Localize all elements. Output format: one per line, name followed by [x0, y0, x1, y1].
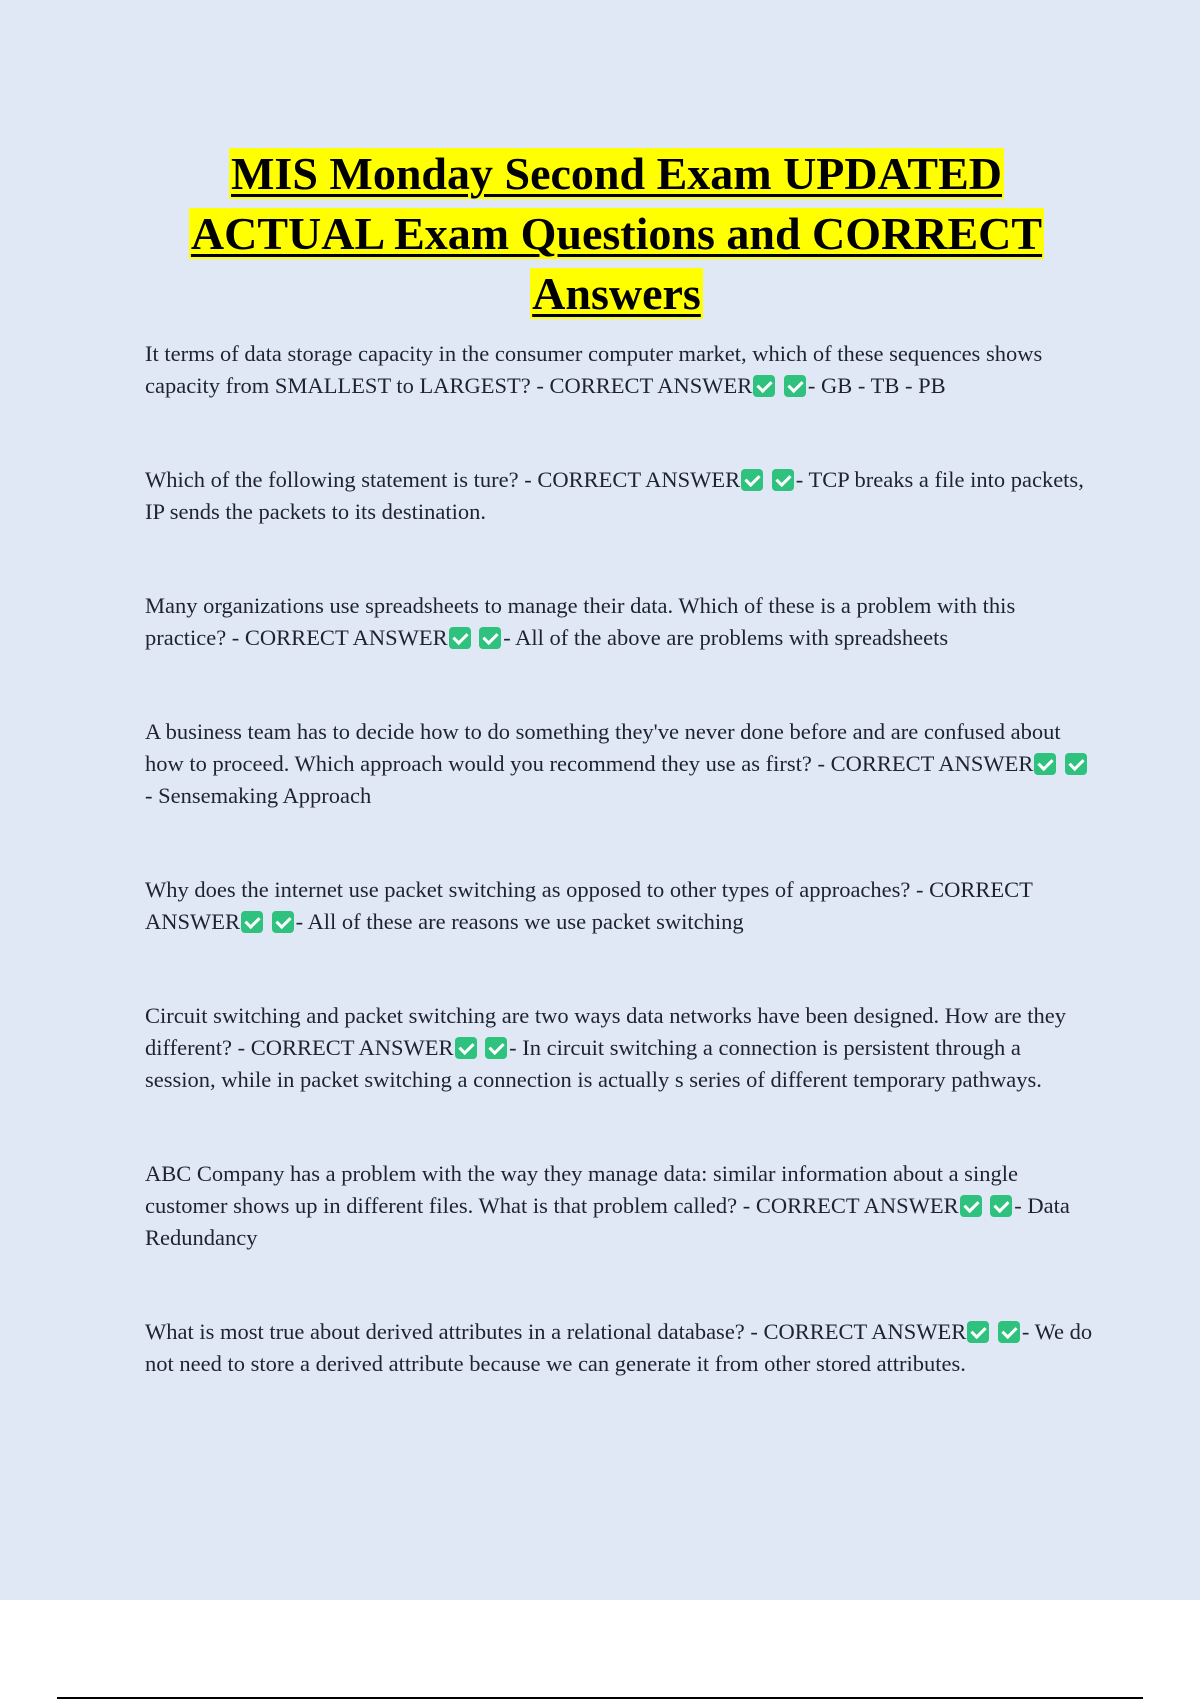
title-line: Answers	[532, 268, 701, 319]
question-text: Circuit switching and packet switching are two ways data networks have been designed. How are they different? - CORRECT ANSWER	[145, 1003, 1066, 1060]
question-item	[145, 464, 1095, 528]
checkmark-icon	[479, 627, 501, 649]
checkmark-icon	[449, 627, 471, 649]
question-list	[145, 338, 1095, 1442]
question-item	[145, 1000, 1095, 1096]
title-line: ACTUAL Exam Questions and CORRECT	[190, 208, 1043, 259]
question-text: Many organizations use spreadsheets to manage their data. Which of these is a problem with this practice? - CORRECT ANSWER	[145, 593, 1016, 650]
question-text: Why does the internet use packet switching as opposed to other types of approaches? - CORRECT ANSWER	[145, 877, 1033, 934]
question-text: ABC Company has a problem with the way they manage data: similar information about a single customer shows up in different files. What is that problem called? - CORRECT ANSWER	[145, 1161, 1018, 1218]
answer-text: - GB - TB - PB	[807, 373, 946, 398]
title-line: MIS Monday Second Exam UPDATED	[231, 148, 1002, 199]
checkmark-icon	[998, 1321, 1020, 1343]
question-text: A business team has to decide how to do something they've never done before and are confused about how to proceed. Which approach would you recommend they use as first? - CORRECT ANSWER	[145, 719, 1061, 776]
checkmark-icon	[990, 1195, 1012, 1217]
answer-text: - All of these are reasons we use packet switching	[295, 909, 744, 934]
checkmark-icon	[485, 1037, 507, 1059]
question-text: Which of the following statement is ture? - CORRECT ANSWER	[145, 467, 741, 492]
checkmark-icon	[784, 375, 806, 397]
answer-text: - All of the above are problems with spreadsheets	[503, 625, 949, 650]
answer-text: - Data Redundancy	[145, 1193, 1070, 1250]
answer-text: - In circuit switching a connection is persistent through a session, while in packet switching a connection is actually s series of different temporary pathways.	[145, 1035, 1042, 1092]
checkmark-icon	[1034, 753, 1056, 775]
answer-text: - TCP breaks a file into packets, IP sends the packets to its destination.	[145, 467, 1084, 524]
question-item	[145, 590, 1095, 654]
checkmark-icon	[753, 375, 775, 397]
checkmark-icon	[241, 911, 263, 933]
question-item	[145, 338, 1095, 402]
question-item	[145, 874, 1095, 938]
answer-text: - Sensemaking Approach	[145, 783, 372, 808]
document-title	[120, 144, 1113, 324]
checkmark-icon	[741, 469, 763, 491]
question-text: It terms of data storage capacity in the consumer computer market, which of these sequences shows capacity from SMALLEST to LARGEST? - CORRECT ANSWER	[145, 341, 1043, 398]
checkmark-icon	[1065, 753, 1087, 775]
checkmark-icon	[772, 469, 794, 491]
checkmark-icon	[272, 911, 294, 933]
checkmark-icon	[967, 1321, 989, 1343]
question-item	[145, 1158, 1095, 1254]
answer-text: - We do not need to store a derived attribute because we can generate it from other stored attributes.	[145, 1319, 1093, 1376]
question-item	[145, 716, 1095, 812]
question-item	[145, 1316, 1095, 1380]
question-text: What is most true about derived attributes in a relational database? - CORRECT ANSWER	[145, 1319, 967, 1344]
checkmark-icon	[455, 1037, 477, 1059]
footer-divider	[57, 1697, 1143, 1699]
checkmark-icon	[960, 1195, 982, 1217]
